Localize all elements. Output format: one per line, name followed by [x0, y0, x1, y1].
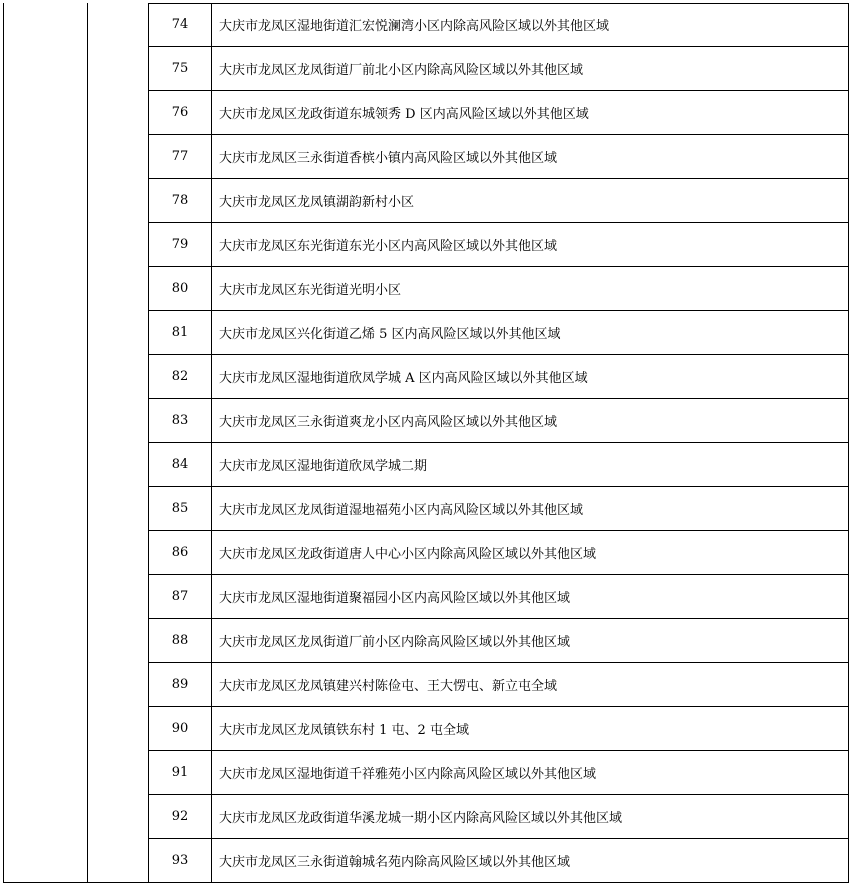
- table-bottom-border: [3, 882, 849, 883]
- area-name: 大庆市龙凤区龙凤街道厂前北小区内除高风险区域以外其他区域: [219, 63, 584, 78]
- table-row: [149, 355, 849, 399]
- row-number: 82: [149, 355, 212, 398]
- table-row: [149, 531, 849, 575]
- area-name: 大庆市龙凤区东光街道光明小区: [219, 283, 402, 298]
- area-name: 大庆市龙凤区三永街道翰城名苑内除高风险区域以外其他区域: [219, 855, 571, 870]
- table-row: [149, 135, 849, 179]
- table-row: [149, 399, 849, 443]
- area-name: 大庆市龙凤区龙凤镇铁东村 1 屯、2 屯全域: [219, 723, 469, 738]
- row-number: 83: [149, 399, 212, 442]
- table-row: [149, 179, 849, 223]
- merged-column-1: [3, 3, 88, 883]
- area-name: 大庆市龙凤区三永街道爽龙小区内高风险区域以外其他区域: [219, 415, 558, 430]
- area-name: 大庆市龙凤区龙政街道唐人中心小区内除高风险区域以外其他区域: [219, 547, 597, 562]
- table-row: [149, 223, 849, 267]
- row-number: 79: [149, 223, 212, 266]
- table-row: [149, 795, 849, 839]
- row-number: 91: [149, 751, 212, 794]
- row-number: 85: [149, 487, 212, 530]
- area-name: 大庆市龙凤区湿地街道欣凤学城 A 区内高风险区域以外其他区域: [219, 371, 588, 386]
- area-name: 大庆市龙凤区龙凤街道湿地福苑小区内高风险区域以外其他区域: [219, 503, 584, 518]
- area-name: 大庆市龙凤区湿地街道聚福园小区内高风险区域以外其他区域: [219, 591, 571, 606]
- area-name: 大庆市龙凤区兴化街道乙烯 5 区内高风险区域以外其他区域: [219, 327, 561, 342]
- row-number: 87: [149, 575, 212, 618]
- row-number: 93: [149, 839, 212, 882]
- row-number: 92: [149, 795, 212, 838]
- row-number: 89: [149, 663, 212, 706]
- area-name: 大庆市龙凤区湿地街道千祥雅苑小区内除高风险区域以外其他区域: [219, 767, 597, 782]
- row-number: 80: [149, 267, 212, 310]
- row-number: 75: [149, 47, 212, 90]
- row-number: 81: [149, 311, 212, 354]
- row-number: 84: [149, 443, 212, 486]
- area-name: 大庆市龙凤区龙政街道东城领秀 D 区内高风险区域以外其他区域: [219, 107, 589, 122]
- table-row: [149, 707, 849, 751]
- table-row: [149, 663, 849, 707]
- table-row: [149, 619, 849, 663]
- row-number: 74: [149, 3, 212, 46]
- row-number: 90: [149, 707, 212, 750]
- area-name: 大庆市龙凤区三永街道香槟小镇内高风险区域以外其他区域: [219, 151, 558, 166]
- area-name: 大庆市龙凤区湿地街道欣凤学城二期: [219, 459, 428, 474]
- table-row: [149, 47, 849, 91]
- merged-column-2: [87, 3, 149, 883]
- area-name: 大庆市龙凤区龙凤镇建兴村陈俭屯、王大愣屯、新立屯全域: [219, 679, 558, 694]
- table-row: [149, 311, 849, 355]
- row-number: 78: [149, 179, 212, 222]
- row-number: 88: [149, 619, 212, 662]
- table-row: [149, 443, 849, 487]
- table-row: [149, 575, 849, 619]
- table-row: [149, 3, 849, 47]
- row-number: 86: [149, 531, 212, 574]
- table-row: [149, 839, 849, 883]
- area-name: 大庆市龙凤区龙凤镇湖韵新村小区: [219, 195, 415, 210]
- area-name: 大庆市龙凤区东光街道东光小区内高风险区域以外其他区域: [219, 239, 558, 254]
- area-name: 大庆市龙凤区湿地街道汇宏悦澜湾小区内除高风险区域以外其他区域: [219, 19, 610, 34]
- area-name: 大庆市龙凤区龙政街道华溪龙城一期小区内除高风险区域以外其他区域: [219, 811, 623, 826]
- area-name: 大庆市龙凤区龙凤街道厂前小区内除高风险区域以外其他区域: [219, 635, 571, 650]
- table-row: [149, 751, 849, 795]
- row-number: 77: [149, 135, 212, 178]
- table-row: [149, 487, 849, 531]
- row-number: 76: [149, 91, 212, 134]
- table-row: [149, 267, 849, 311]
- table-row: [149, 91, 849, 135]
